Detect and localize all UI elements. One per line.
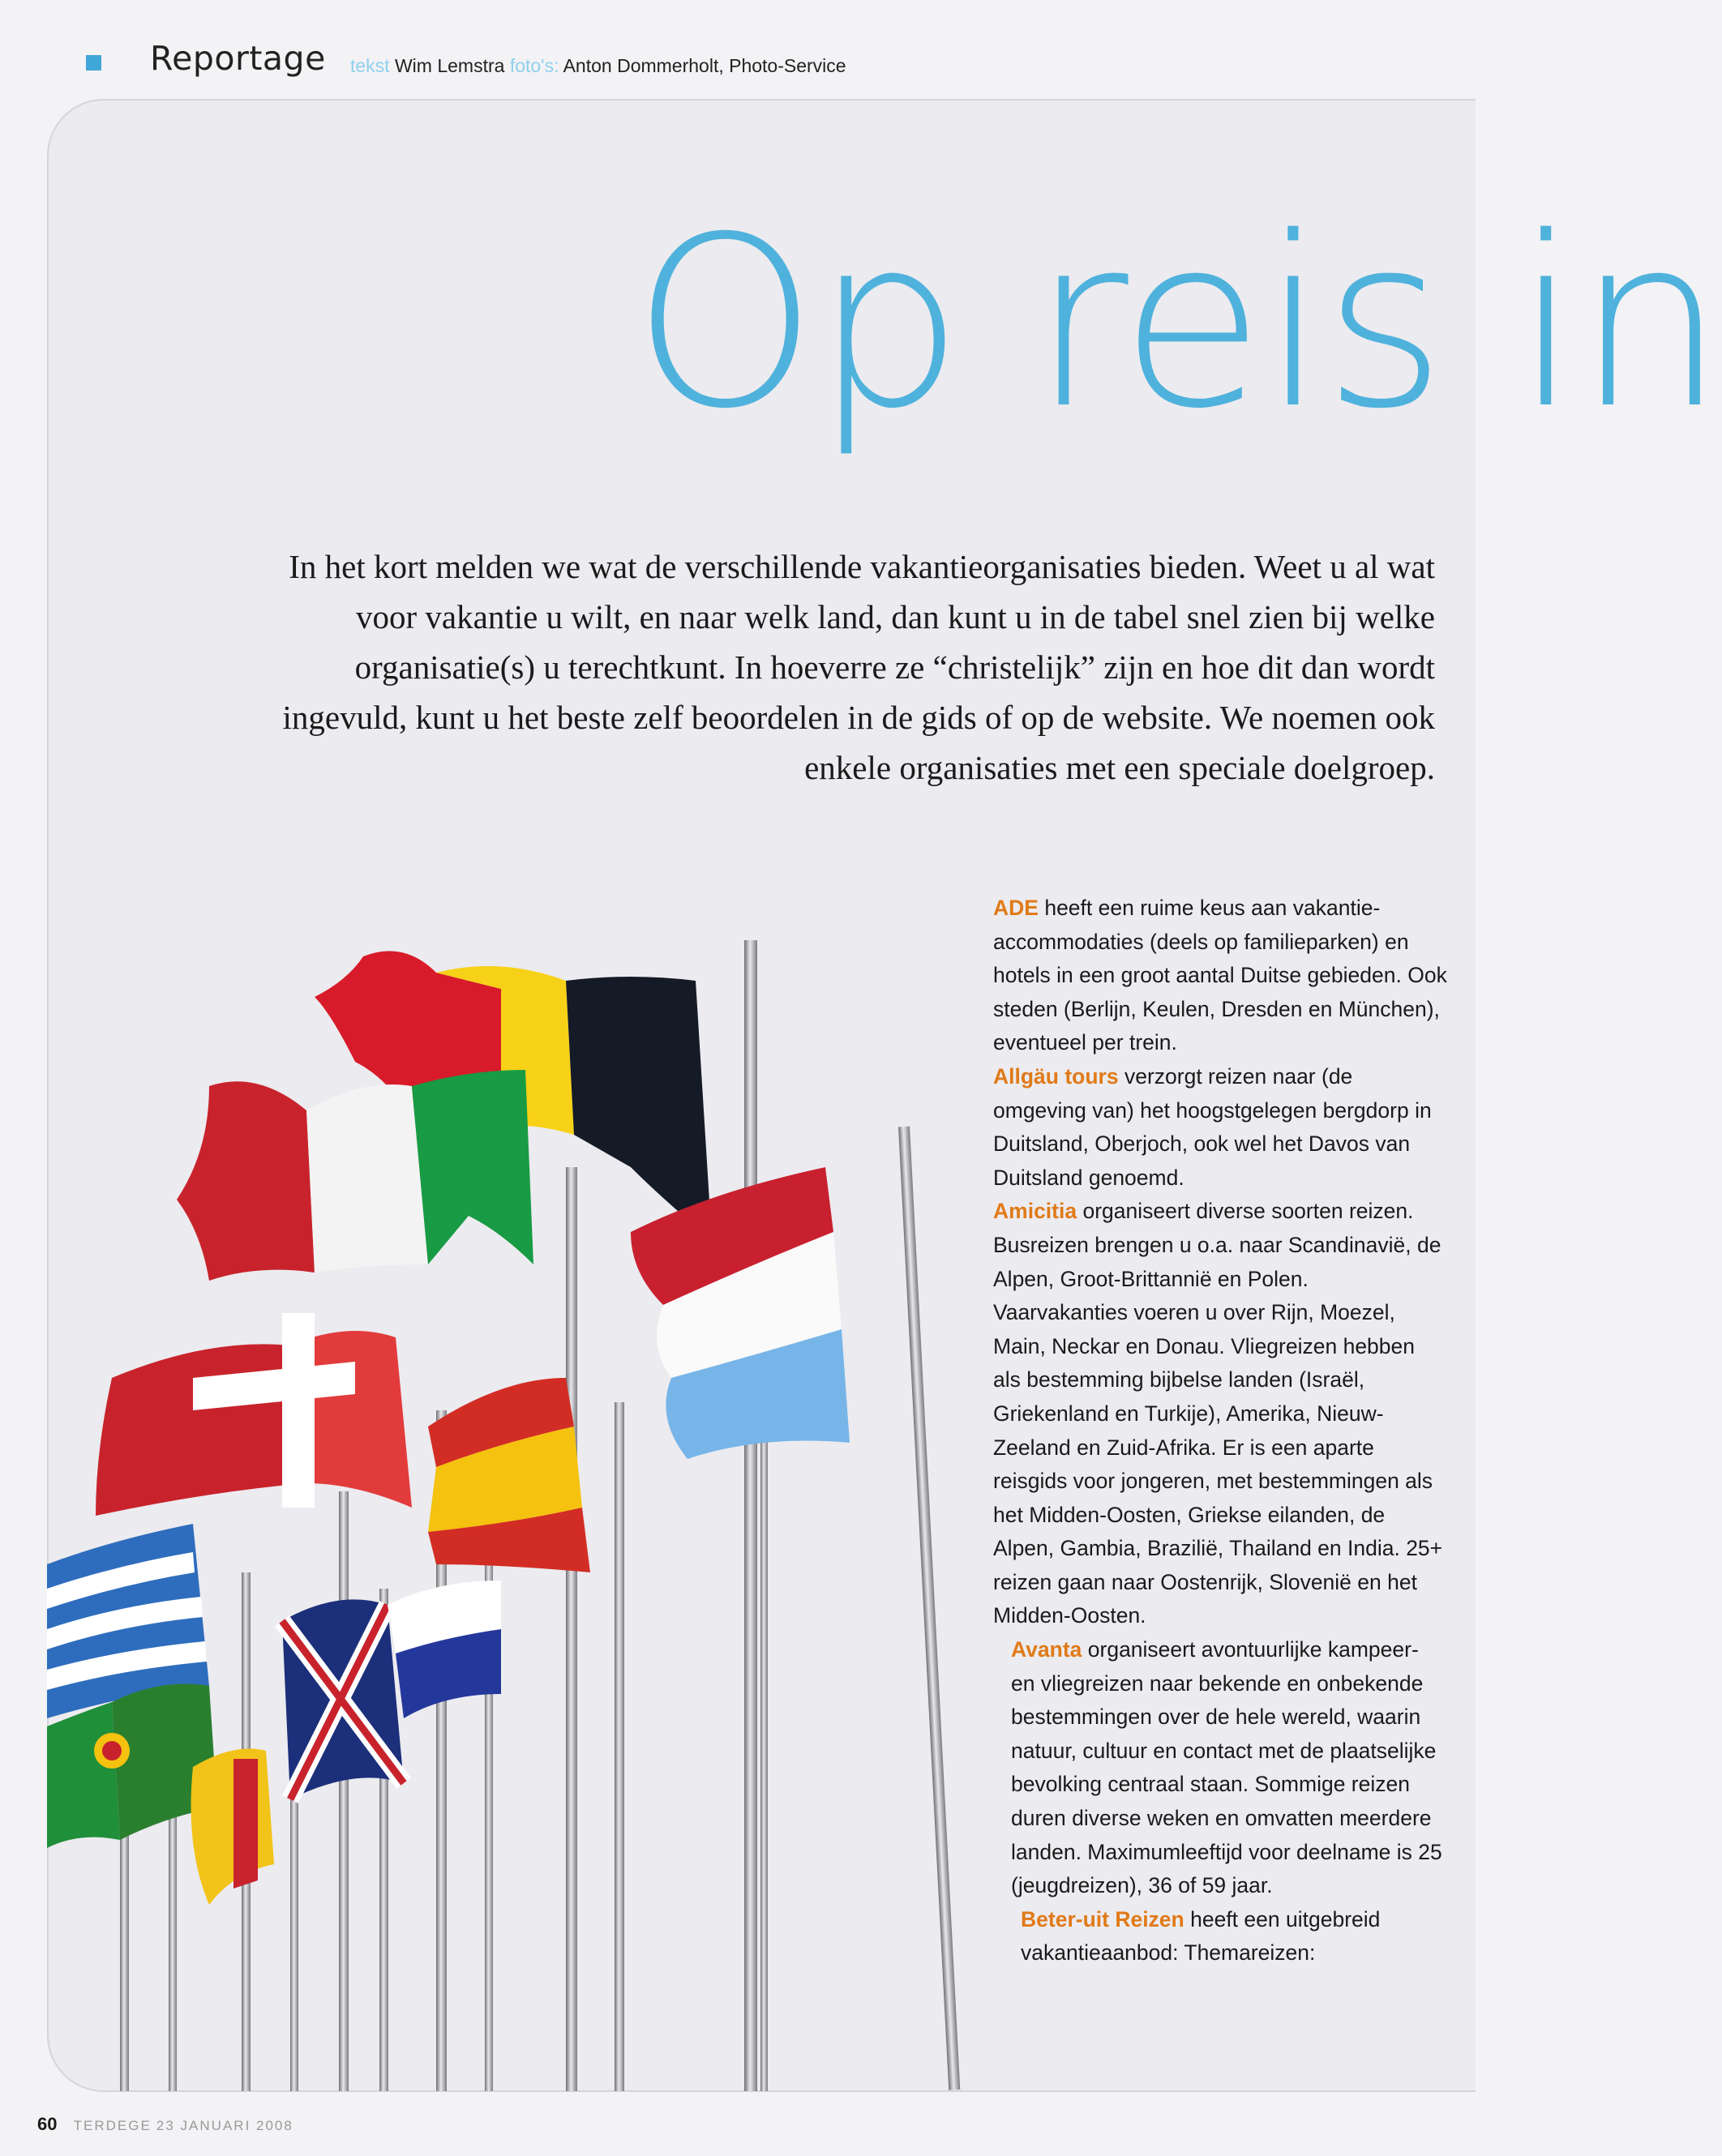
org-name: ADE [993, 896, 1039, 920]
text-label: tekst [350, 55, 390, 76]
flags-photo [47, 924, 1004, 2091]
org-description: verzorgt reizen naar (de omgeving van) het hoogstgelegen bergdorp in Duitsland, Oberjoch, ook wel het Davos van Duitsland genoemd. [993, 1063, 1432, 1190]
intro-paragraph: In het kort melden we wat de verschillende vakantieorganisaties bieden. Weet u al wat voor vakantie u wilt, en naar welk land, dan kunt u in de tabel snel zien bij welke organisatie(s) u terechtkunt. In hoeverre ze “christelijk” zijn en hoe dit dan wordt ingevuld, kunt u het beste zelf beoordelen in de gids of op de website. We noemen ook enkele organisaties met een speciale doelgroep. [282, 548, 1435, 786]
body-column [993, 892, 1447, 1970]
page-footer [37, 2114, 293, 2135]
org-description: heeft een ruime keus aan vakantie-accommodaties (deels op familieparken) en hotels in een groot aantal Duitse gebieden. Ook steden (Berlijn, Keulen, Dresden en München), eventueel per trein. [993, 896, 1447, 1055]
org-name: Allgäu tours [993, 1063, 1119, 1089]
org-description: heeft een uitgebreid vakantieaanbod: Themareizen: [1021, 1906, 1381, 1966]
org-description: organiseert avontuurlijke kampeer- en vliegreizen naar bekende en onbekende bestemmingen over de hele wereld, waarin natuur, cultuur en contact met de plaatselijke bevolking centraal staan. Sommige reizen duren diverse weken en omvatten meerdere landen. Maximumleeftijd voor deelname is 25 (jeugdreizen), 36 of 59 jaar. [1011, 1637, 1442, 1898]
magazine-name: TERDEGE [73, 2118, 152, 2133]
text-author: Wim Lemstra [394, 55, 505, 76]
photo-label: foto's: [509, 55, 559, 76]
entry-amicitia [993, 1195, 1447, 1633]
org-name: Amicitia [993, 1199, 1077, 1224]
entry-allgau-tours [993, 1060, 1447, 1195]
section-label: Reportage [150, 39, 326, 78]
entry-beter-uit-reizen [993, 1903, 1447, 1970]
entry-avanta [993, 1633, 1447, 1903]
page-number: 60 [37, 2114, 58, 2134]
photo-credit: Anton Dommerholt, Photo-Service [563, 55, 846, 76]
article-title: Op reis in [632, 187, 1722, 460]
byline [350, 55, 846, 77]
org-name: Avanta [1011, 1637, 1082, 1662]
entry-ade [993, 892, 1447, 1060]
org-description: organiseert diverse soorten reizen. Busreizen brengen u o.a. naar Scandinavië, de Alpen, Groot-Brittannië en Polen. Vaarvakanties voeren u over Rijn, Moezel, Main, Neckar en Donau. Vliegreizen hebben als bestemming bijbelse landen (Israël, Griekenland en Turkije), Amerika, Nieuw-Zeeland en Zuid-Afrika. Er is een aparte reisgids voor jongeren, met bestemmingen als het Midden-Oosten, Griekse eilanden, de Alpen, Gambia, Brazilië, Thailand en India. 25+ reizen gaan naar Oostenrijk, Slovenië en het Midden-Oosten. [993, 1199, 1443, 1628]
issue-date: 23 JANUARI 2008 [156, 2118, 293, 2133]
section-marker [86, 55, 101, 71]
org-name: Beter-uit Reizen [1021, 1906, 1184, 1931]
